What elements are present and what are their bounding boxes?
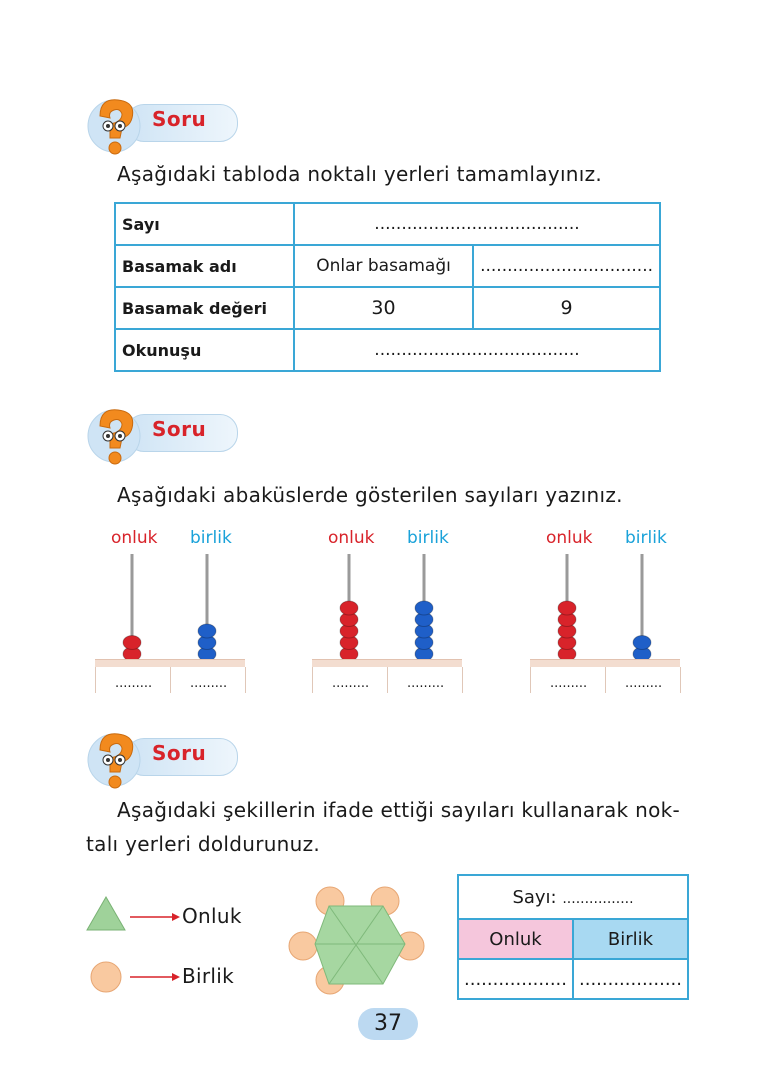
abacus-base <box>312 659 462 667</box>
triangle-arrow-icon <box>84 893 184 933</box>
answer-divider <box>462 667 463 693</box>
abacus-base <box>95 659 245 667</box>
q1-instruction: Aşağıdaki tabloda noktalı yerleri tamamlayınız. <box>117 162 603 186</box>
birlik-header: Birlik <box>573 919 688 959</box>
soru-badge-1 <box>86 94 236 154</box>
answer-blank[interactable]: ......... <box>190 676 228 691</box>
abacus <box>530 528 690 708</box>
table-row <box>458 919 688 959</box>
legend-onluk-label: Onluk <box>182 904 242 928</box>
soru-badge-3 <box>86 728 236 788</box>
abacus-rods <box>95 554 255 664</box>
answer-blank[interactable]: ......... <box>407 676 445 691</box>
blank-field[interactable]: ...................................... <box>294 329 660 371</box>
table-row <box>458 959 688 999</box>
birlik-bead <box>633 636 651 650</box>
answer-blank[interactable]: ......... <box>550 676 588 691</box>
onluk-label: onluk <box>546 528 593 548</box>
page-number: 37 <box>358 1008 418 1040</box>
abacus <box>312 528 472 708</box>
answer-divider <box>312 667 313 693</box>
row-label: Basamak adı <box>115 245 294 287</box>
badge-label: Soru <box>152 741 207 765</box>
q1-table <box>114 202 661 372</box>
hexagon-figure <box>285 884 430 999</box>
cell-value: 30 <box>294 287 473 329</box>
table-row <box>458 875 688 919</box>
sayi-cell <box>458 875 688 919</box>
answer-divider <box>245 667 246 693</box>
onluk-label: onluk <box>328 528 375 548</box>
onluk-blank[interactable]: .................. <box>458 959 573 999</box>
answer-blank[interactable]: ......... <box>625 676 663 691</box>
table-row <box>115 203 660 245</box>
q3-instruction-line2: talı yerleri doldurunuz. <box>86 832 321 856</box>
answer-blank[interactable]: ......... <box>115 676 153 691</box>
birlik-bead <box>198 624 216 638</box>
birlik-blank[interactable]: .................. <box>573 959 688 999</box>
question-mascot-icon <box>86 94 156 158</box>
onluk-header: Onluk <box>458 919 573 959</box>
birlik-label: birlik <box>190 528 232 548</box>
table-row <box>115 287 660 329</box>
badge-label: Soru <box>152 417 207 441</box>
answer-divider <box>530 667 531 693</box>
answer-blank[interactable]: ......... <box>332 676 370 691</box>
birlik-label: birlik <box>407 528 449 548</box>
legend-birlik-label: Birlik <box>182 964 234 988</box>
row-label: Sayı <box>115 203 294 245</box>
row-label: Basamak değeri <box>115 287 294 329</box>
sayi-blank[interactable]: ................ <box>562 890 634 907</box>
question-mascot-icon <box>86 728 156 792</box>
soru-badge-2 <box>86 404 236 464</box>
table-row <box>115 329 660 371</box>
onluk-bead <box>340 601 358 615</box>
answer-divider <box>95 667 96 693</box>
answer-divider <box>605 667 606 693</box>
onluk-bead <box>558 601 576 615</box>
onluk-label: onluk <box>111 528 158 548</box>
cell-value: 9 <box>473 287 660 329</box>
abacus-base <box>530 659 680 667</box>
circle-arrow-icon <box>84 958 184 998</box>
onluk-bead <box>123 636 141 650</box>
q3-table <box>457 874 689 1000</box>
answer-divider <box>680 667 681 693</box>
q3-instruction-line1: Aşağıdaki şekillerin ifade ettiği sayıları kullanarak nok- <box>117 798 681 822</box>
row-label: Okunuşu <box>115 329 294 371</box>
abacus-rods <box>530 554 690 664</box>
birlik-label: birlik <box>625 528 667 548</box>
blank-field[interactable]: ................................ <box>473 245 660 287</box>
cell-value: Onlar basamağı <box>294 245 473 287</box>
answer-divider <box>170 667 171 693</box>
badge-label: Soru <box>152 107 207 131</box>
blank-field[interactable]: ...................................... <box>294 203 660 245</box>
abacus <box>95 528 255 708</box>
table-row <box>115 245 660 287</box>
sayi-label: Sayı: <box>512 886 557 908</box>
q2-instruction: Aşağıdaki abaküslerde gösterilen sayıları yazınız. <box>117 483 623 507</box>
abacus-rods <box>312 554 472 664</box>
birlik-bead <box>415 601 433 615</box>
answer-divider <box>387 667 388 693</box>
question-mascot-icon <box>86 404 156 468</box>
